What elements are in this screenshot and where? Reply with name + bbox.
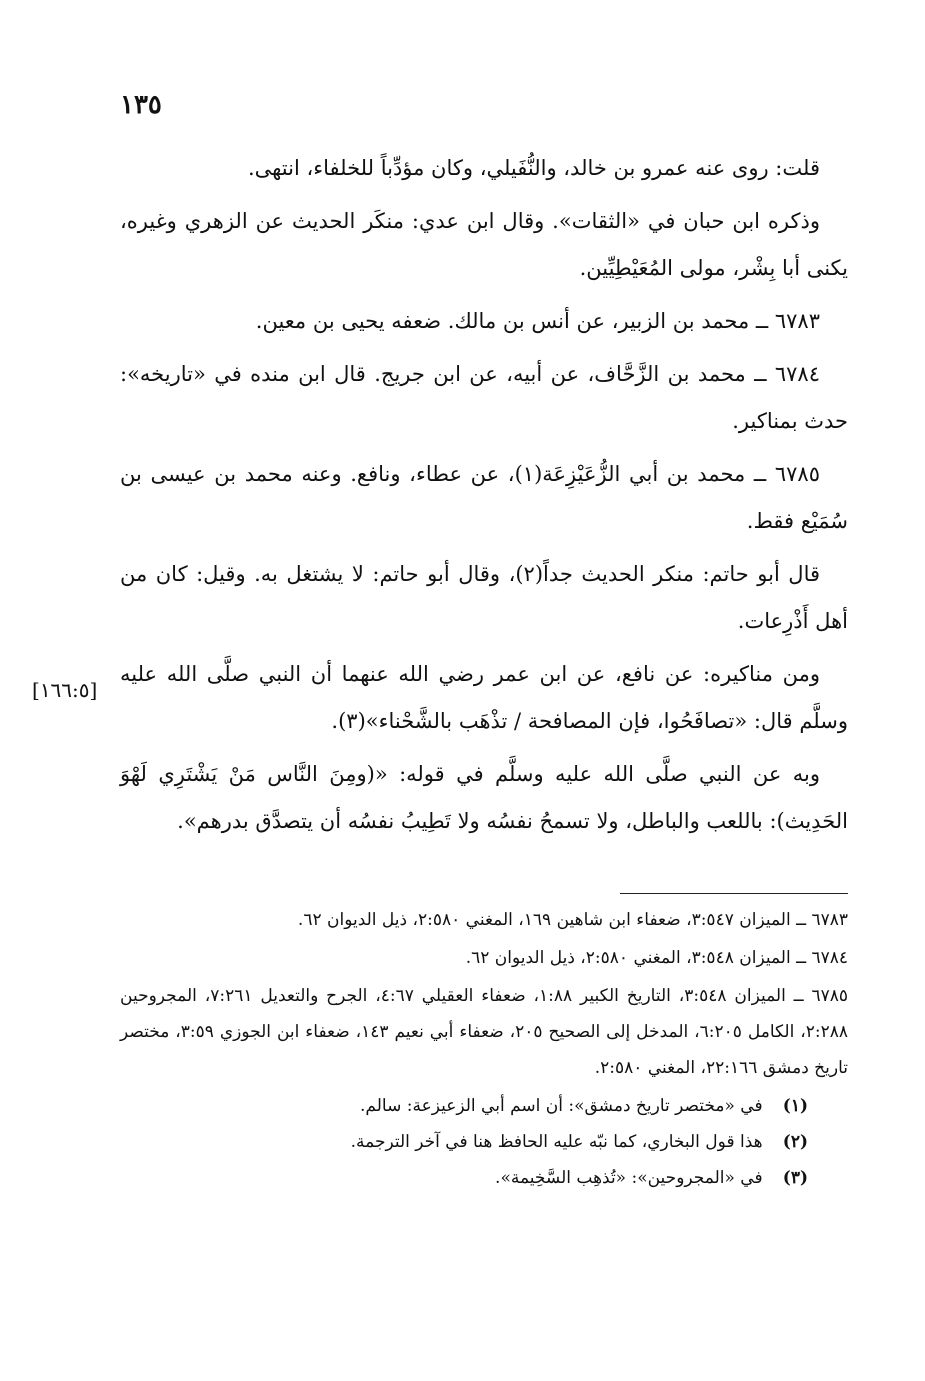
- footnote-text: في «مختصر تاريخ دمشق»: أن اسم أبي الزعيزعة: سالم.: [360, 1096, 763, 1116]
- footnote-number: (١): [782, 1096, 808, 1116]
- margin-reference: [١٦٦:٥]: [32, 678, 98, 702]
- entry-6784: ٦٧٨٤ ــ محمد بن الزَّحَّاف، عن أبيه، عن ابن جريج. قال ابن منده في «تاريخه»: حدث بمناكير.: [120, 362, 848, 433]
- page-number: ١٣٥: [120, 90, 162, 120]
- main-text: [120, 145, 848, 845]
- paragraph-ibn-adi: وذكره ابن حبان في «الثقات». وقال ابن عدي: منكَر الحديث عن الزهري وغيره، يكنى أبا بِشْر، مولى المُعَيْطِيِّين.: [120, 209, 848, 280]
- paragraph-note: قلت: روى عنه عمرو بن خالد، والنُّفَيلي، وكان مؤدِّباً للخلفاء، انتهى.: [247, 156, 820, 180]
- paragraph-manakir: ومن مناكيره: عن نافع، عن ابن عمر رضي الله عنهما أن النبي صلَّى الله عليه وسلَّم قال: «تصافَحُوا، فإن المصافحة / تذْهَب بالشَّحْناء»(٣).: [120, 662, 848, 733]
- footnote-1: [120, 1088, 848, 1124]
- source-6785: ٦٧٨٥ ــ الميزان ٣:٥٤٨، التاريخ الكبير ١:٨٨، ضعفاء العقيلي ٤:٦٧، الجرح والتعديل ٧:٢٦١، المجروحين ٢:٢٨٨، الكامل ٦:٢٠٥، المدخل إلى الصحيح ٢٠٥، ضعفاء أبي نعيم ١٤٣، ضعفاء ابن الجوزي ٣:٥٩، مختصر تاريخ دمشق ٢٢:١٦٦، المغني ٢:٥٨٠.: [120, 986, 849, 1078]
- entry-6783: ٦٧٨٣ ــ محمد بن الزبير، عن أنس بن مالك. ضعفه يحيى بن معين.: [255, 309, 820, 333]
- entry-6785: ٦٧٨٥ ــ محمد بن أبي الزُّعَيْزِعَة(١)، عن عطاء، ونافع. وعنه محمد بن عيسى بن سُمَيْع فقط.: [120, 462, 848, 533]
- footnote-divider: [620, 893, 848, 894]
- footnote-text: في «المجروحين»: «تُذهِب السَّخِيمة».: [495, 1168, 763, 1188]
- source-6784: ٦٧٨٤ ــ الميزان ٣:٥٤٨، المغني ٢:٥٨٠، ذيل الديوان ٦٢.: [465, 948, 848, 968]
- footnotes-section: [120, 902, 848, 1196]
- footnote-2: [120, 1124, 848, 1160]
- paragraph-quran-verse: وبه عن النبي صلَّى الله عليه وسلَّم في قوله: «(ومِنَ النَّاس مَنْ يَشْتَرِي لَهْوَ الحَدِيث): باللعب والباطل، ولا تسمحُ نفسُه ولا تَطِيبُ نفسُه أن يتصدَّق بدرهم».: [120, 762, 848, 833]
- paragraph-abu-hatim: قال أبو حاتم: منكر الحديث جداً(٢)، وقال أبو حاتم: لا يشتغل به. وقيل: كان من أهل أَذْرِعات.: [120, 562, 848, 633]
- footnote-text: هذا قول البخاري، كما نبّه عليه الحافظ هنا في آخر الترجمة.: [350, 1132, 763, 1152]
- source-6783: ٦٧٨٣ ــ الميزان ٣:٥٤٧، ضعفاء ابن شاهين ١٦٩، المغني ٢:٥٨٠، ذيل الديوان ٦٢.: [297, 910, 848, 930]
- footnote-number: (٢): [782, 1132, 808, 1152]
- footnote-number: (٣): [782, 1168, 808, 1188]
- footnote-3: [120, 1160, 848, 1196]
